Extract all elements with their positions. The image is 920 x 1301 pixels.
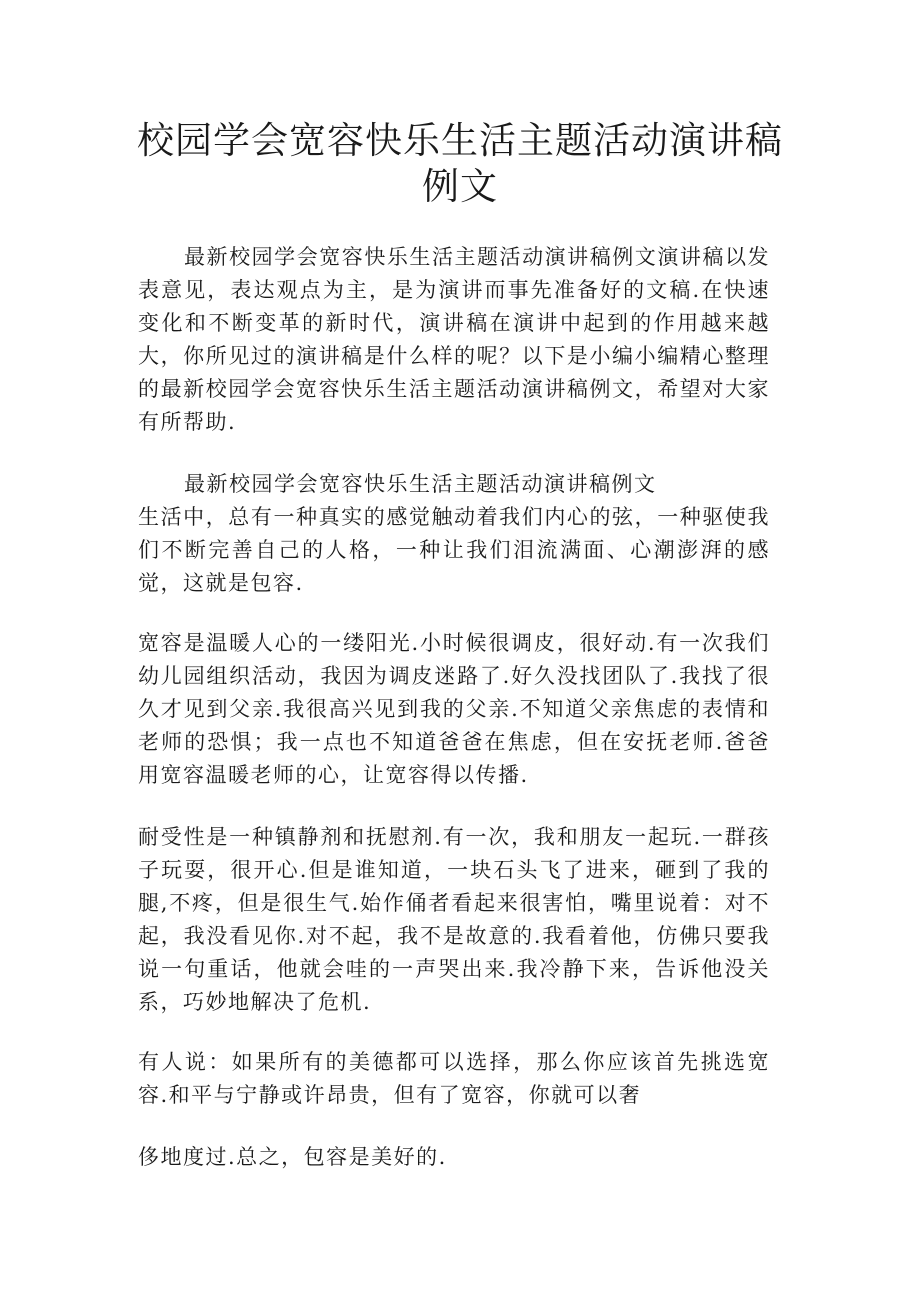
ending-paragraph: 侈地度过.总之，包容是美好的. <box>138 1145 447 1169</box>
document-title: 校园学会宽容快乐生活主题活动演讲稿例文 <box>137 119 783 208</box>
intro-paragraph: 最新校园学会宽容快乐生活主题活动演讲稿例文演讲稿以发表意见，表达观点为主，是为演讲而事先准备好的文稿.在快速变化和不断变革的新时代，演讲稿在演讲中起到的作用越来越大，你所见过的演讲稿是什么样的呢？以下是小编小编精心整理的最新校园学会宽容快乐生活主题活动演讲稿例文，希望对大家有所帮助. <box>138 245 770 434</box>
life-paragraph: 生活中，总有一种真实的感觉触动着我们内心的弦，一种驱使我们不断完善自己的人格，一种让我们泪流满面、心潮澎湃的感觉，这就是包容. <box>138 505 770 595</box>
patience-paragraph: 耐受性是一种镇静剂和抚慰剂.有一次，我和朋友一起玩.一群孩子玩耍，很开心.但是谁知道，一块石头飞了进来，砸到了我的腿,不疼，但是很生气.始作俑者看起来很害怕，嘴里说着：对不起，我没看见你.对不起，我不是故意的.我看着他，仿佛只要我说一句重话，他就会哇的一声哭出来.我冷静下来，告诉他没关系，巧妙地解决了危机. <box>138 825 770 1014</box>
section-heading: 最新校园学会宽容快乐生活主题活动演讲稿例文 <box>184 472 657 496</box>
warmth-paragraph: 宽容是温暖人心的一缕阳光.小时候很调皮，很好动.有一次我们幼儿园组织活动，我因为调皮迷路了.好久没找团队了.我找了很久才见到父亲.我很高兴见到我的父亲.不知道父亲焦虑的表情和老师的恐惧；我一点也不知道爸爸在焦虑，但在安抚老师.爸爸用宽容温暖老师的心，让宽容得以传播. <box>138 631 770 787</box>
virtue-paragraph: 有人说：如果所有的美德都可以选择，那么你应该首先挑选宽容.和平与宁静或许昂贵，但有了宽容，你就可以奢 <box>138 1050 770 1107</box>
